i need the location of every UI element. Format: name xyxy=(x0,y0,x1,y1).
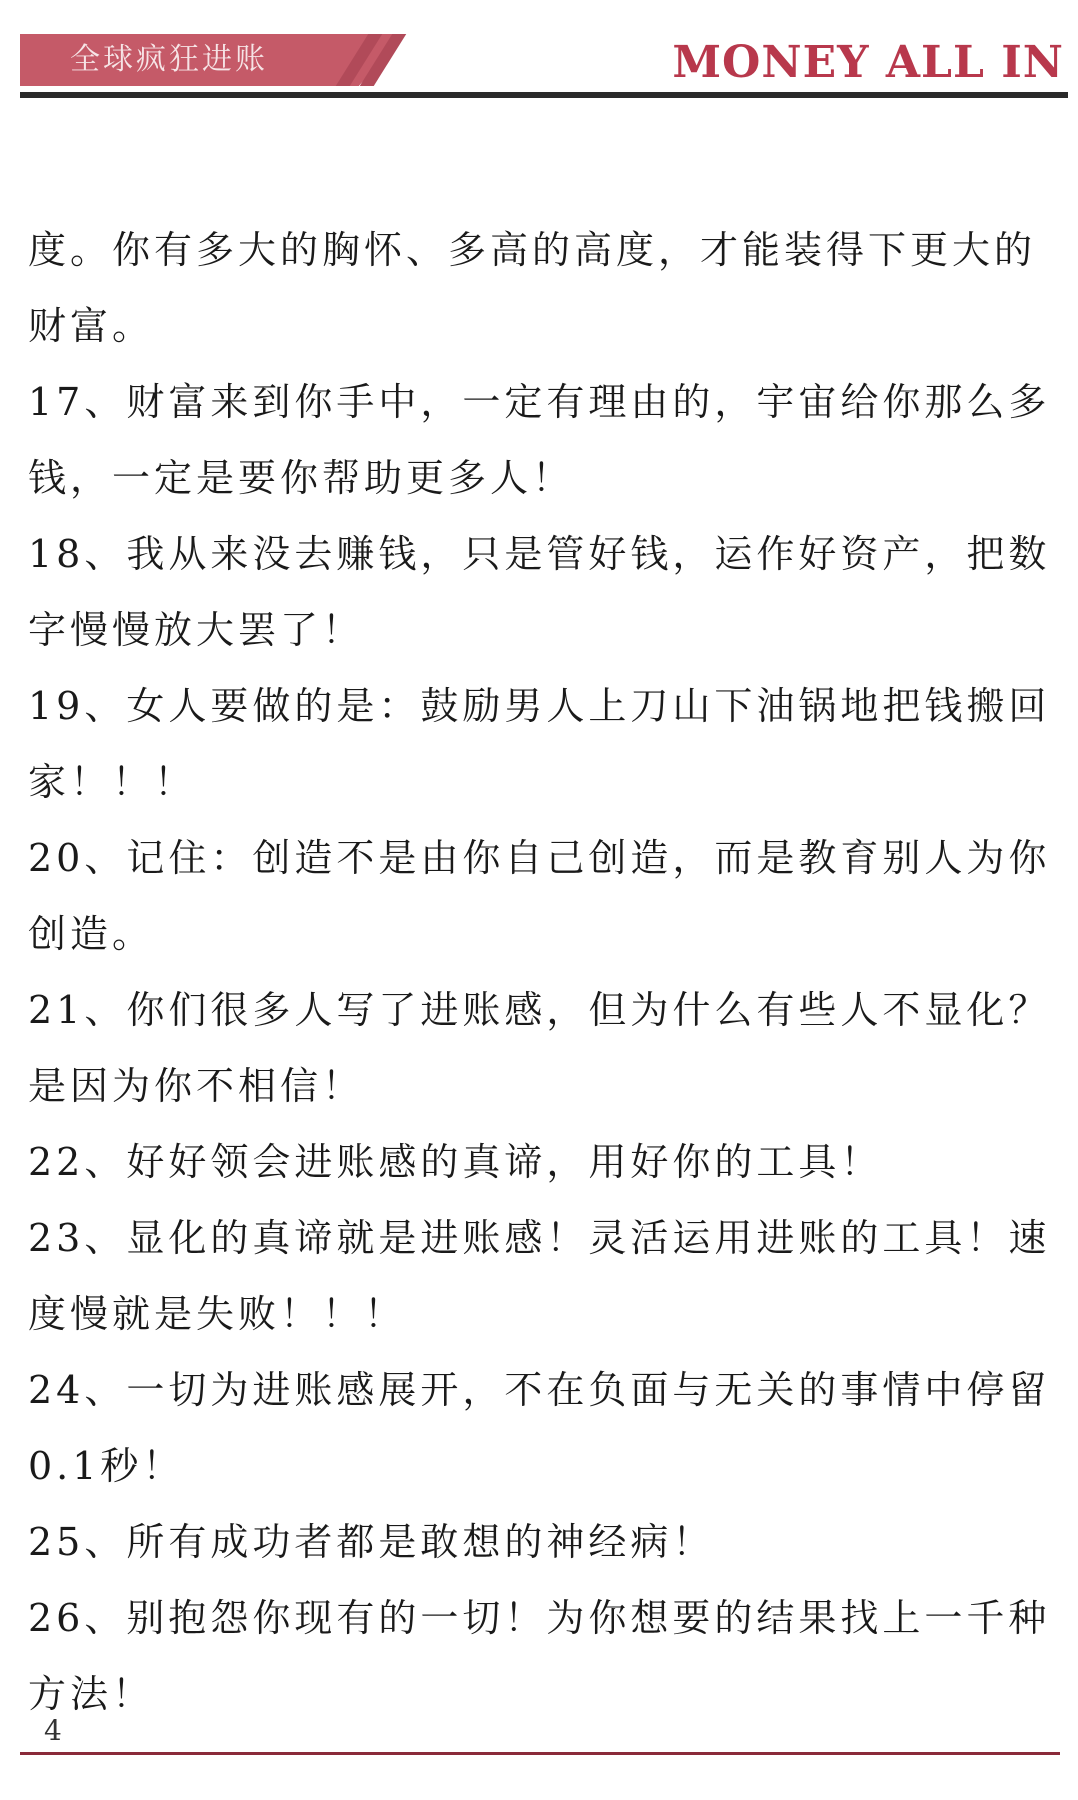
text-line: 22、好好领会进账感的真谛，用好你的工具！ xyxy=(28,1140,883,1184)
page-header xyxy=(0,0,1078,110)
text-line: 家！！！ xyxy=(28,760,197,804)
text-line: 23、显化的真谛就是进账感！灵活运用进账的工具！速 xyxy=(28,1216,1051,1260)
text-line: 18、我从来没去赚钱，只是管好钱，运作好资产，把数 xyxy=(28,532,1051,576)
text-line: 20、记住：创造不是由你自己创造，而是教育别人为你 xyxy=(28,836,1051,880)
page-number: 4 xyxy=(44,1714,62,1747)
page-body xyxy=(28,212,1058,1732)
text-line: 创造。 xyxy=(28,912,155,956)
text-line: 17、财富来到你手中，一定有理由的，宇宙给你那么多 xyxy=(28,380,1051,424)
header-title: 全球疯狂进账 xyxy=(70,42,268,77)
text-line: 21、你们很多人写了进账感，但为什么有些人不显化？ xyxy=(28,988,1051,1032)
text-line: 0.1秒！ xyxy=(28,1444,185,1488)
text-line: 度慢就是失败！！！ xyxy=(28,1292,407,1336)
text-line: 字慢慢放大罢了！ xyxy=(28,608,365,652)
text-line: 19、女人要做的是：鼓励男人上刀山下油锅地把钱搬回 xyxy=(28,684,1051,728)
text-line: 财富。 xyxy=(28,304,155,348)
footer-rule xyxy=(20,1752,1060,1755)
header-brand: MONEY ALL IN xyxy=(672,37,1064,88)
text-line: 度。你有多大的胸怀、多高的高度，才能装得下更大的 xyxy=(28,228,1037,272)
header-rule xyxy=(20,92,1068,98)
text-line: 是因为你不相信！ xyxy=(28,1064,365,1108)
text-line: 26、别抱怨你现有的一切！为你想要的结果找上一千种 xyxy=(28,1596,1051,1640)
text-line: 24、一切为进账感展开，不在负面与无关的事情中停留 xyxy=(28,1368,1051,1412)
text-line: 25、所有成功者都是敢想的神经病！ xyxy=(28,1520,715,1564)
text-line: 钱，一定是要你帮助更多人！ xyxy=(28,456,575,500)
text-line: 方法！ xyxy=(28,1672,155,1716)
